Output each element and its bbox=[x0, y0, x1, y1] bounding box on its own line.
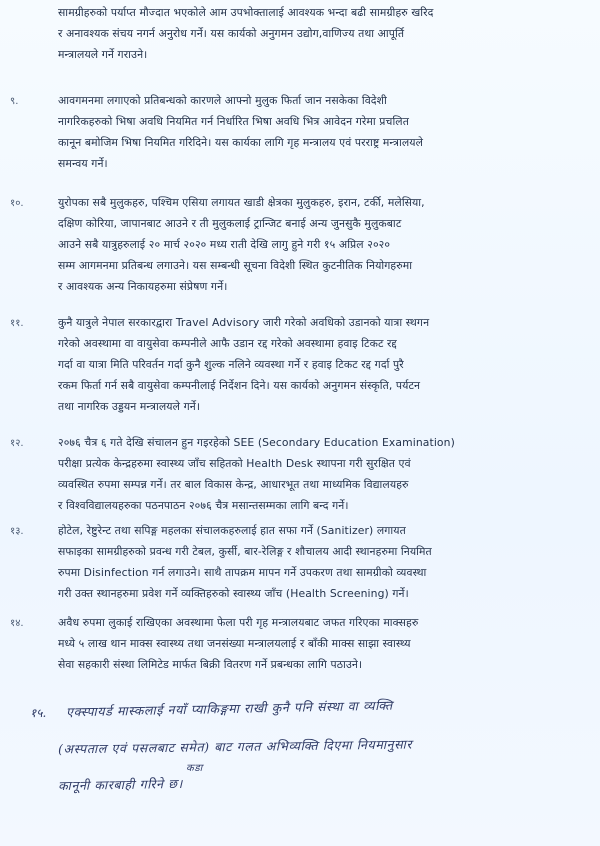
paragraph-line: व्यवस्थित रुपमा सम्पन्न गर्ने। तर बाल विकास केन्द्र, आधारभूत तथा माध्यमिक विद्यालयहरु bbox=[58, 478, 409, 491]
handwritten-line-1: एक्स्पायर्ड मास्कलाई नयाँ प्याकिङ्गमा राखी कुनै पनि संस्था वा व्यक्ति bbox=[65, 697, 393, 720]
paragraph-line: मध्ये ५ लाख थान माक्स स्वास्थ्य तथा जनसंख्या मन्त्रालयलाई र बाँकी माक्स साझा स्वास्थ्य bbox=[58, 637, 411, 650]
paragraph-line: गरेको अवस्थामा वा वायुसेवा कम्पनीले आफै उडान रद्द गरेको अवस्थामा हवाइ टिकट रद्द bbox=[58, 337, 397, 350]
paragraph-line: कुनै यात्रुले नेपाल सरकारद्वारा Travel Advisory जारी गरेको अवधिको उडानको यात्रा स्थगन bbox=[58, 316, 430, 329]
paragraph-line: रकम फिर्ता गर्न सबै वायुसेवा कम्पनीलाई निर्देशन दिने। यस कार्यको अनुगमन संस्कृति, पर्यटन bbox=[58, 379, 421, 392]
paragraph bbox=[58, 192, 578, 297]
paragraph-number: ११. bbox=[10, 318, 24, 329]
paragraph-number: ९. bbox=[10, 96, 19, 107]
paragraph-line: समन्वय गर्ने। bbox=[58, 157, 108, 170]
paragraph-number: १४. bbox=[10, 618, 24, 629]
paragraph-line: सामग्रीहरुको पर्याप्त मौज्दात भएकोले आम उपभोक्तालाई आवश्यक भन्दा बढी सामग्रीहरु खरिद bbox=[58, 6, 434, 19]
paragraph-line: र विश्वविद्यालयहरुका पठनपाठन २०७६ चैत्र मसान्तसम्मका लागि बन्द गर्ने। bbox=[58, 499, 349, 512]
paragraph-line: नागरिकहरुको भिषा अवधि नियमित गर्न निर्धारित भिषा अवधि भित्र आवेदन गरेमा प्रचलित bbox=[58, 115, 409, 128]
paragraph bbox=[58, 612, 578, 675]
paragraph-line: कानून बमोजिम भिषा नियमित गरिदिने। यस कार्यका लागि गृह मन्त्रालय एवं परराष्ट्र मन्त्रालयले bbox=[58, 136, 424, 149]
paragraph-line: रुपमा Disinfection गर्न लगाउने। साथै तापक्रम मापन गर्ने उपकरण तथा सामग्रीको व्यवस्था bbox=[58, 566, 427, 579]
paragraph-line: परीक्षा प्रत्येक केन्द्रहरुमा स्वास्थ्य जाँच सहितको Health Desk स्थापना गरी सुरक्षित एवं bbox=[58, 457, 411, 470]
paragraph-line: मन्त्रालयले गर्ने गराउने। bbox=[58, 48, 148, 61]
paragraph-line: सेवा सहकारी संस्था लिमिटेड मार्फत बिक्री वितरण गर्ने प्रबन्धका लागि पठाउने। bbox=[58, 658, 363, 671]
paragraph bbox=[58, 312, 578, 417]
paragraph bbox=[58, 432, 578, 516]
paragraph-number: १२. bbox=[10, 438, 24, 449]
paragraph-line: आवगमनमा लगाएको प्रतिबन्धको कारणले आफ्नो मुलुक फिर्ता जान नसकेका विदेशी bbox=[58, 94, 387, 107]
paragraph-line: सम्म आगमनमा प्रतिबन्ध लगाउने। यस सम्बन्धी सूचना विदेशी स्थित कुटनीतिक नियोगहरुमा bbox=[58, 259, 413, 272]
handwritten-line-3: कानूनी कारबाही गरिने छ। bbox=[57, 775, 184, 794]
paragraph-line: र आवश्यक अन्य निकायहरुमा संप्रेषण गर्ने। bbox=[58, 280, 228, 293]
paragraph bbox=[58, 2, 578, 65]
handwritten-insert: कडा bbox=[186, 763, 203, 774]
paragraph-line: आउने सबै यात्रुहरुलाई २० मार्च २०२० मध्य राती देखि लागु हुने गरी १५ अप्रिल २०२० bbox=[58, 238, 391, 251]
handwritten-number: १५. bbox=[30, 706, 47, 720]
paragraph-line: गर्दा वा यात्रा मिति परिवर्तन गर्दा कुनै शुल्क नलिने व्यवस्था गर्ने र हवाइ टिकट रद्द गर्दा पुरै bbox=[58, 358, 404, 371]
paragraph bbox=[58, 520, 578, 604]
paragraph-line: गरी उक्त स्थानहरुमा प्रवेश गर्ने व्यक्तिहरुको स्वास्थ्य जाँच (Health Screening) गर्ने। bbox=[58, 587, 409, 600]
paragraph-line: सफाइका सामग्रीहरुको प्रवन्ध गरी टेबल, कुर्सी, बार-रेलिङ्ग र शौचालय आदी स्थानहरुमा नियमित bbox=[58, 545, 432, 558]
paragraph-line: युरोपका सबै मुलुकहरु, पश्चिम एसिया लगायत खाडी क्षेत्रका मुलुकहरु, इरान, टर्की, मलेसिया, bbox=[58, 196, 425, 209]
paragraph-line: दक्षिण कोरिया, जापानबाट आउने र ती मुलुकलाई ट्रान्जिट बनाई अन्य जुनसुकै मुलुकबाट bbox=[58, 217, 402, 230]
paragraph bbox=[58, 90, 578, 174]
paragraph-line: २०७६ चैत्र ६ गते देखि संचालन हुन गइरहेको SEE (Secondary Education Examination) bbox=[58, 436, 455, 449]
paragraph-line: अवैध रुपमा लुकाई राखिएका अवस्थामा फेला परी गृह मन्त्रालयबाट जफत गरिएका माक्सहरु bbox=[58, 616, 419, 629]
paragraph-line: होटेल, रेष्टुरेन्ट तथा सपिङ्ग महलका संचालकहरुलाई हात सफा गर्ने (Sanitizer) लगायत bbox=[58, 524, 406, 537]
paragraph-line: र अनावश्यक संचय नगर्न अनुरोध गर्ने। यस कार्यको अनुगमन उद्योग,वाणिज्य तथा आपूर्ति bbox=[58, 27, 405, 40]
paragraph-line: तथा नागरिक उड्डयन मन्त्रालयले गर्ने। bbox=[58, 400, 201, 413]
paragraph-number: १३. bbox=[10, 526, 24, 537]
paragraph-number: १०. bbox=[10, 198, 24, 209]
handwritten-line-2: (अस्पताल एवं पसलबाट समेत) बाट गलत अभिव्यक्ति दिएमा नियमानुसार bbox=[57, 736, 413, 757]
